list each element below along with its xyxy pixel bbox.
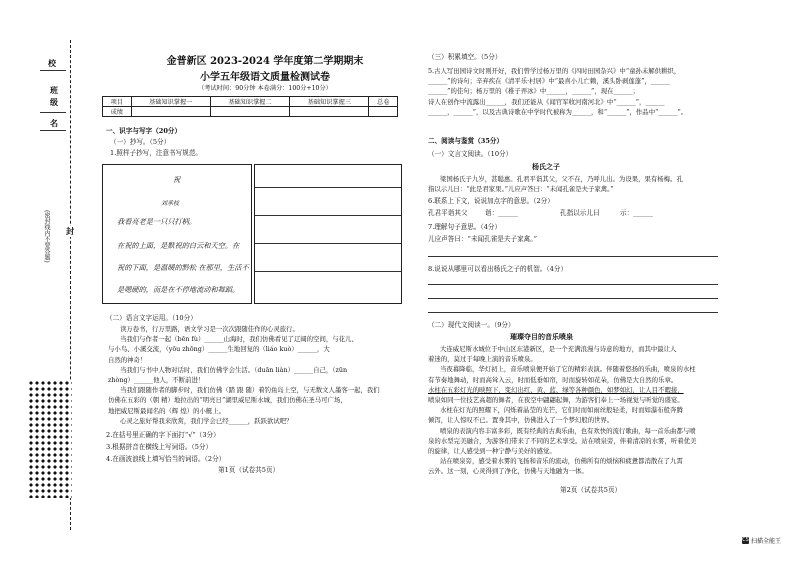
copy-sample-line: 在祝的上面，是默祝的白云和天空。在 — [117, 241, 240, 250]
passage-line: 读万卷书，行万里路，语文学习是一次次跟随佳作的心灵旅行。 — [120, 325, 299, 333]
modern-line: 泉的水型完美融合，为游客们带来了不同的艺术享受。站在喷泉旁，伴着清凉的水雾，听着优美 — [428, 436, 697, 445]
binding-label-class: 班级 — [50, 85, 58, 107]
score-cell[interactable] — [131, 107, 210, 117]
right-page-footer: 第2页（试卷共5页） — [560, 486, 622, 494]
writing-box[interactable] — [254, 164, 402, 304]
passage-line: 当我们与书中人物对话时，我们仿佛学会生活。（duān liàn）______自己，（zūn — [120, 365, 348, 374]
modern-line: 着迷的，莫过于每晚上演的音乐喷泉。 — [428, 355, 537, 364]
classical-text — [428, 174, 728, 194]
question-1: 1.照样子抄写，注意书写规范。 — [110, 149, 203, 157]
exam-title-line1: 金普新区 2023-2024 学年度第二学期期末 — [166, 56, 364, 67]
subsection-3-heading: （三）积累填空。（5分） — [428, 53, 502, 61]
question-3: 3.根据拼音在横线上写词语。（5分） — [106, 443, 213, 451]
copy-sample-line: 是嗯硬的，而是在不停地流动和舞蹈。 — [117, 285, 240, 294]
binding-strip — [0, 0, 92, 561]
score-row-label: 成绩 — [103, 107, 132, 117]
fill-line: 诗人在创作中流露出______，我们还能从《闻官军收河南河北》中“______”，______ — [428, 97, 665, 106]
answer-line[interactable] — [428, 312, 718, 313]
binding-field-name — [40, 130, 66, 131]
answer-line[interactable] — [428, 284, 718, 285]
modern-line: 倾泻，让人惊叹不已。置身其中，仿佛进入了一个梦幻般的世界。 — [428, 416, 614, 425]
modern-title: 璀璨夺目的音乐喷泉 — [510, 332, 573, 341]
modern-line: 当夜幕降临，华灯初上，音乐喷泉便开始了它的精彩表演。伴随着悠扬的乐曲，喷泉的水柱 — [440, 365, 696, 374]
subsection-a-heading: （一）文言文阅读。（10分） — [428, 150, 513, 158]
passage-line: 当我们跟随作者的脚步时，我们仿佛（踏 跟 随）着钓鱼岛上空，与无数文人墨客一起，我们 — [120, 386, 380, 395]
passage-line: 地把威尼斯最闻名的（辉 煌）的小艇上。 — [108, 406, 226, 415]
seal-mark: 封 — [66, 226, 74, 236]
score-header: 基础知识掌握一 — [131, 97, 210, 107]
score-cell[interactable] — [210, 107, 289, 117]
section-2-heading: 二、阅读与鉴赏（35分） — [428, 137, 504, 145]
q7-sentence: 儿应声答曰：“未闻孔雀是夫子家禽。” — [428, 235, 537, 243]
language-passage — [108, 324, 408, 426]
modern-line: 喷泉如同一位技艺高超的舞者，在夜空中翩翩起舞，为游客们奉上一场视觉与听觉的盛宴。 — [428, 396, 684, 405]
subsection-1-heading: （一）抄写。（5分） — [110, 138, 171, 146]
margin-pattern — [28, 380, 72, 498]
score-header: 总卷 — [369, 97, 398, 107]
copy-sample-box — [102, 164, 252, 304]
section-1-heading: 一、识字与写字（20分） — [106, 127, 182, 135]
modern-line: 站在喷泉旁，感受着水雾的飞扬和音乐的流动，仿佛所有的烦恼和疲惫都消散在了九霄 — [440, 457, 683, 466]
modern-line: 的旋律，让人感受到一种宁静与美好的感觉。 — [428, 447, 556, 456]
classical-line: 指以示儿曰：“此是君家果。”儿应声答曰：“未闻孔雀是夫子家禽。” — [428, 185, 614, 194]
q6-item: 诣：______ — [485, 209, 518, 217]
question-7: 7.理解句子意思。（4分） — [428, 223, 502, 231]
score-table — [102, 96, 398, 117]
passage-line: 与小鸟、小溪交流，（yōu zhōng）______生地回复的（liáo kuò）______，大 — [108, 345, 330, 354]
modern-line: 大连威尼斯水城位于中山区东港新区，是一个充满浪漫与诗意的地方，而其中最让人 — [440, 345, 677, 353]
passage-line: 当我们与作者一起（bēn fù）______山海时，我们仿佛看见了辽阔的空间，与花儿、 — [120, 335, 358, 344]
copy-sample-line: 我看亮老是一只只打柄。 — [117, 217, 197, 226]
subsection-b-heading: （二）现代文阅读一。（9分） — [428, 321, 515, 329]
classical-line: 梁国杨氏子九岁，甚聪惠。孔君平诣其父，父不在，乃呼儿出。为设果，果有杨梅。孔 — [440, 175, 683, 183]
modern-line: 有节奏地舞动，时而高耸入云，时而低垂如帘，时而旋转如花朵，仿佛是大自然的乐章。 — [428, 375, 678, 384]
question-8: 8.说说从哪里可以看出杨氏之子的机智。（4分） — [428, 265, 568, 273]
q6-item: 示：______ — [620, 209, 653, 217]
writing-line — [255, 243, 401, 244]
q6-item: 孔指以示儿曰 — [560, 209, 600, 217]
fill-in-questions — [428, 66, 728, 117]
subsection-2-heading: （二）语言文字运用。（10分） — [106, 314, 197, 322]
copy-sample-author: 刘承枝 — [161, 200, 180, 207]
scan-logo — [742, 536, 781, 545]
fill-line: ______”的诗句；辛弃疾在《清平乐·村居》中“最喜小儿亡赖，溪头卧剥莲蓬”，______ — [428, 77, 670, 86]
binding-label-name: 名 — [50, 118, 58, 128]
binding-field-school — [40, 70, 66, 71]
fill-line: 5.古人写田园诗文时则开好，我们曾学过杨万里的《四时田园杂兴》中“童孙未解供耕织， — [428, 67, 681, 75]
fill-line: ______，______”，以及古典诗歌在中学时代被称为______，和“______”，作品中“______”。 — [428, 107, 688, 116]
modern-line: 云外。这一刻，心灵得到了净化，仿佛与天地融为一体。 — [428, 467, 588, 476]
answer-line[interactable] — [428, 298, 718, 299]
modern-text — [428, 344, 728, 477]
score-header: 项目 — [103, 97, 132, 107]
question-2: 2.在括号里正确的字下面打“√”（3分） — [106, 431, 220, 439]
writing-line — [255, 215, 401, 216]
vertical-note: (密封线内不要答题) — [43, 210, 50, 263]
left-page-footer: 第1页（试卷共5页） — [218, 466, 280, 474]
passage-line: 仿佛在五彩的（朝 精）地拉出的“明亮日”湖里威尼斯水城，我们仿佛在圣马可广场， — [108, 396, 347, 405]
exam-title-line2: 小学五年级语文质量检测试卷 — [200, 72, 330, 83]
q6-item: 孔君平诣其父 — [428, 209, 468, 217]
question-6: 6.联系上下文，说说加点字的意思。（2分） — [428, 197, 554, 205]
passage-line: 心灵之旅好帮我来欣赏，我们学会已经______，跃跃欲试吧？ — [120, 416, 293, 425]
binding-field-class — [40, 112, 66, 113]
modern-line: 喷泉的表演内容丰富多彩，既有经典的古典乐曲，也有欢快的流行歌曲，每一首乐曲都与喷 — [440, 426, 696, 435]
copy-sample-heading: 祝 — [173, 175, 181, 184]
classical-title: 杨氏之子 — [532, 162, 560, 171]
score-cell[interactable] — [290, 107, 369, 117]
scanner-icon: CS — [742, 537, 749, 543]
modern-line: 水柱在灯光的照耀下，闪烁着晶莹的光芒，它们时而如雨丝般轻柔，时而如瀑布般奔腾 — [440, 406, 683, 415]
passage-line: zhòng）______他人，不断前进！ — [108, 376, 205, 385]
score-cell[interactable] — [369, 107, 398, 117]
question-4: 4.在画波浪线上填写恰当的词语。（2分） — [106, 455, 226, 463]
fill-line: ______”的佳句；杨万里的《稚子弄冰》中______，______”，现在______； — [428, 87, 640, 96]
modern-line: 水柱在五彩灯光的映照下，变幻出红、黄、蓝、绿等各种颜色，如梦如幻，让人目不暇接， — [428, 385, 684, 394]
exam-info: （考试时间：90分钟 本卷满分：100分+10分） — [198, 85, 332, 92]
passage-line: 自然的神奇！ — [108, 355, 147, 364]
answer-line[interactable] — [428, 256, 718, 257]
score-header: 基础知识掌握二 — [210, 97, 289, 107]
writing-line — [255, 187, 401, 188]
writing-line — [255, 271, 401, 272]
copy-sample-line: 祝的下面，是温暖的黔松 在那里，生活不 — [117, 263, 249, 272]
scan-logo-text: 扫描全能王 — [751, 538, 782, 545]
binding-label-school: 校 — [48, 58, 56, 68]
score-header: 基础知识掌握三 — [290, 97, 369, 107]
